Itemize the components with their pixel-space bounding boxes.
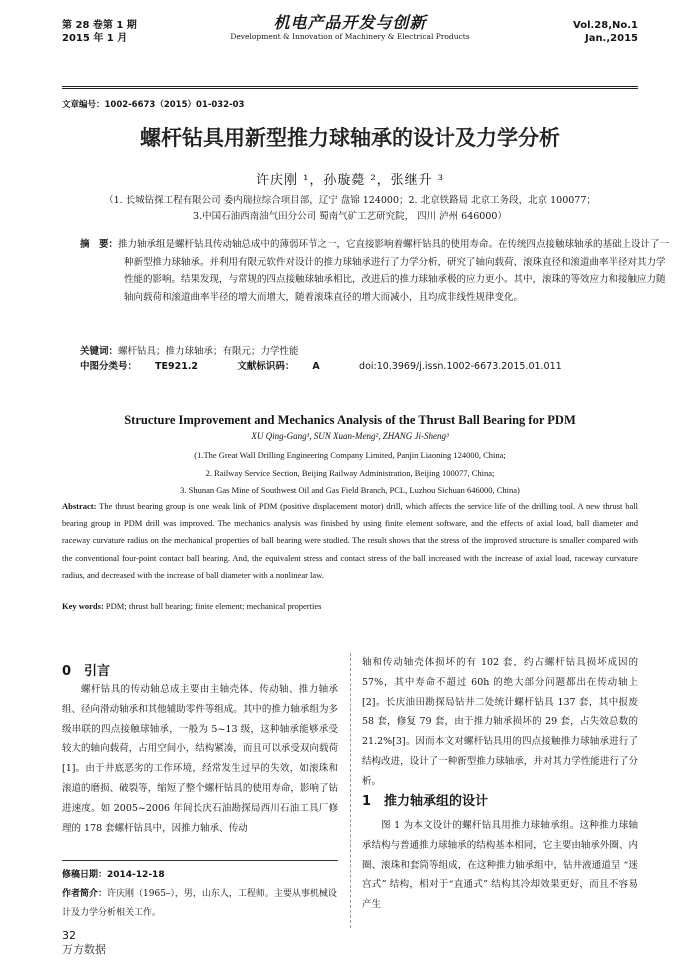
section-1-heading: 1 推力轴承组的设计 [362, 794, 489, 809]
footnote-received [62, 866, 338, 885]
keywords-cn [80, 343, 628, 361]
received-value: 2014-12-18 [107, 870, 165, 880]
footnote-rule [62, 860, 338, 861]
affiliation-en-line: 2. Railway Service Section, Beijing Railway Administration, Beijing 100077, China; [205, 467, 495, 478]
abstract-en [62, 498, 638, 584]
abstract-cn-text: 推力轴承组是螺杆钻具传动轴总成中的薄弱环节之一，它直接影响着螺杆钻具的使用寿命。在传统四点接触球轴承的基础上设计了一种新型推力球轴承。并利用有限元软件对设计的推力球轴承进行了力学分析，研究了轴向载荷、滚珠直径和滚道曲率半径对其力学性能的影响。结果发现，与常规的四点接触球轴承相比，改进后的推力球轴承极的应力更小。其中，滚珠的等效应力和接触应力随轴向载荷和滚道曲率半径的增大而增大，随着滚珠直径的增大而减小，且均成非线性规律变化。 [118, 239, 670, 303]
doc-code-label: 文献标识码： [237, 361, 295, 372]
paper-title-en: Structure Improvement and Mechanics Analysis of the Thrust Ball Bearing for PDM [124, 413, 576, 427]
classification-line [80, 360, 628, 374]
affiliation-en-line: 3. Shunan Gas Mine of Southwest Oil and Gas Field Branch, PCL, Luzhou Sichuan 646000, China) [180, 485, 520, 495]
keywords-cn-text: 螺杆钻具；推力球轴承；有限元；力学性能 [118, 346, 299, 357]
header-date-cn: 2015 年 1 月 [62, 33, 128, 44]
keywords-en-label: Key words: [62, 601, 104, 611]
paper-title-cn: 螺杆钻具用新型推力球轴承的设计及力学分析 [140, 126, 560, 150]
clc [80, 361, 216, 372]
article-number: 文章编号：1002-6673（2015）01-032-03 [62, 100, 245, 110]
header-volume-en [573, 19, 638, 45]
bio-text: 许庆刚（1965–），男，山东人，工程师。主要从事机械设计及力学分析相关工作。 [62, 889, 337, 918]
journal-name-cn: 机电产品开发与创新 [273, 13, 427, 32]
authors-en: XU Qing-Gang¹, SUN Xuan-Meng², ZHANG Ji-Sheng³ [251, 431, 449, 441]
affiliation-en-line: (1.The Great Wall Drilling Engineering Company Limited, Panjin Liaoning 124000, China; [194, 450, 506, 460]
footnote [62, 866, 338, 923]
affiliation-cn-line: （1. 长城钻探工程有限公司 委内瑞拉综合项目部，辽宁 盘锦 124000；2. 北京铁路局 北京工务段，北京 100077； [104, 195, 596, 206]
column-divider [350, 653, 351, 928]
abstract-en-text: The thrust bearing group is one weak link of PDM (positive displacement motor) drill, which affects the service life of the drilling tool. A new thrust ball bearing group in PDM drill was improved. The mechanics analysis was finished by using finite element software, and the effects of axial load, ball diameter and raceway curvature radius on the mechanical properties of ball bearing were studied. The result shows that the stress of the improved structure is smaller compared with the conventional four-point contact ball bearing. And, the equivalent stress and contact stress of the ball increased with the increase of axial load, raceway curvature radius, and decreased with the increase of ball diameter with a nonlinear law. [62, 501, 638, 580]
journal-name-en: Development & Innovation of Machinery & Electrical Products [230, 32, 470, 41]
doc-code [237, 361, 337, 372]
doi: doi:10.3969/j.issn.1002-6673.2015.01.011 [359, 361, 562, 372]
keywords-en-text: PDM; thrust ball bearing; finite element; mechanical properties [105, 601, 322, 611]
footnote-bio [62, 885, 338, 923]
keywords-cn-label: 关键词： [80, 346, 119, 357]
page-number: 32 [62, 929, 76, 942]
abstract-en-label: Abstract: [62, 501, 97, 511]
header-date-en: Jan.,2015 [584, 33, 638, 44]
affiliations-cn [62, 193, 638, 225]
header-volume-en-text: Vol.28,No.1 [573, 20, 638, 31]
keywords-en [62, 599, 638, 613]
doc-code-value: A [312, 361, 320, 372]
affiliation-cn-line: 3.中国石油西南油气田分公司 蜀南气矿工艺研究院， 四川 泸州 646000） [193, 211, 507, 222]
clc-label: 中图分类号： [80, 361, 138, 372]
header-volume-cn [62, 19, 137, 45]
watermark: 万方数据 [62, 943, 106, 956]
abstract-cn [80, 236, 672, 306]
section-1-paragraph: 图 1 为本文设计的螺杆钻具用推力球轴承组。这种推力球轴承结构与普通推力球轴承的结构基本相同，它主要由轴承外圈、内圈、滚珠和套筒等组成，在这种推力轴承组中，钻井液通道呈 “迷宫式” 结构，相对于“直通式” 结构其冷却效果更好，而且不容易产生 [362, 820, 638, 911]
section-0-paragraph: 螺杆钻具的传动轴总成主要由主轴壳体、传动轴、推力轴承组、径向滑动轴承和其他辅助零件等组成。其中的推力轴承组为多级串联的四点接触球轴承，一般为 5~13 级，这种轴承能够承受较大的轴向载荷，占用空间小，结构紧凑，而且可以承受双向载荷[1]。由于井底恶劣的工作环境，经常发生过早的失效，如滚珠和滚道的磨损、破裂等，缩短了整个螺杆钻具的使用寿命，影响了钻进速度。如 2005~2006 年间长庆石油勘探局西川石油工具厂修理的 178 套螺杆钻具中，因推力轴承、传动 [62, 684, 338, 834]
header-journal [200, 14, 500, 42]
authors-cn: 许庆刚 ¹，孙璇薨 ²，张继升 ³ [255, 173, 445, 188]
abstract-cn-label: 摘 要： [80, 239, 119, 250]
bio-label: 作者简介： [62, 889, 108, 899]
section-0-heading: 0 引言 [62, 664, 111, 679]
affiliations-en [62, 447, 638, 500]
right-column-paragraph: 轴和传动轴壳体损坏的有 102 套，约占螺杆钻具损坏成因的 57%，其中寿命不超过 60h 的绝大部分问题都出在传动轴上[2]。长庆油田勘探局钻井二处统计螺杆钻具 137 套，其中报废 58 套，修复 79 套，由于推力轴承损坏的 29 套，占失效总数的 21.2%[3]。因而本文对螺杆钻具用的四点接触推力球轴承进行了结构改进，设计了一种新型推力球轴承，并对其力学性能进行了分析。 [362, 657, 638, 787]
header-volume-cn-text: 第 28 卷第 1 期 [62, 20, 137, 31]
header-rule [62, 86, 638, 87]
header-rule-thin [62, 88, 638, 89]
received-label: 修稿日期： [62, 870, 108, 880]
clc-value: TE921.2 [155, 361, 199, 372]
